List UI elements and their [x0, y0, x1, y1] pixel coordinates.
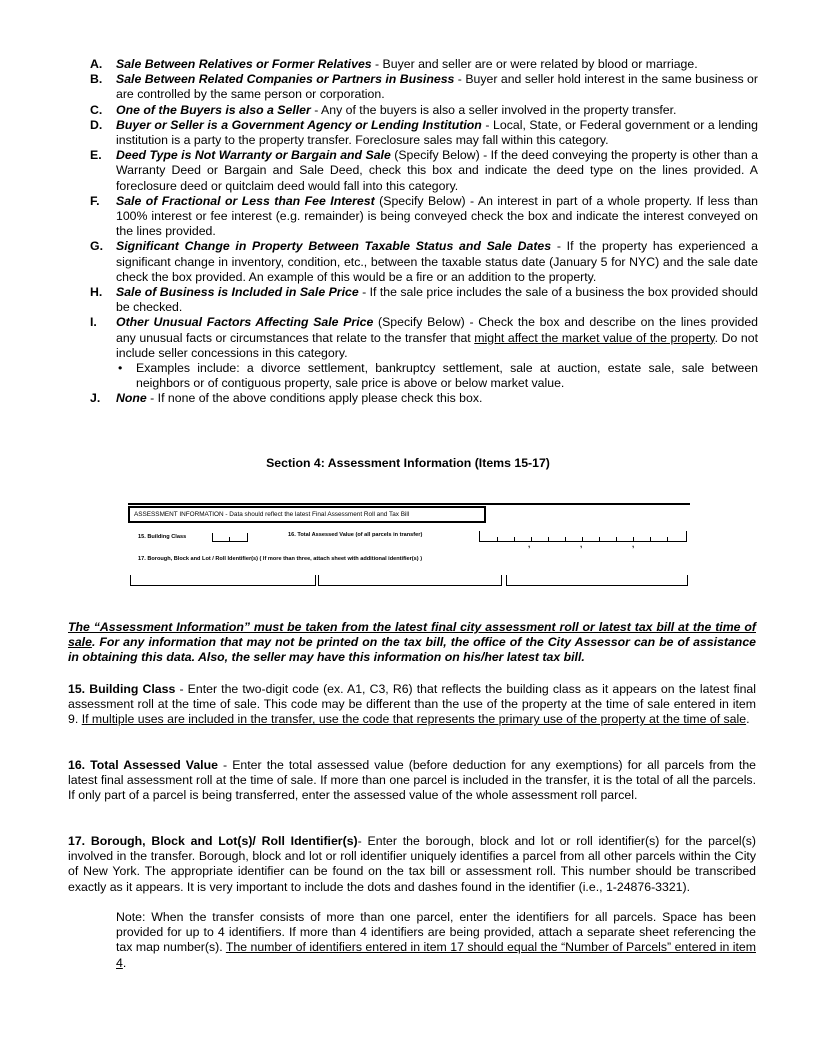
comma-separator-icon: ,: [632, 540, 635, 549]
field-tick: [531, 537, 532, 541]
field-tick: [650, 537, 651, 541]
field-tick: [565, 537, 566, 541]
condition-f: F. Sale of Fractional or Less than Fee Interest (Specify Below) - An interest in part of a whole property. If less than 100% interest or fee interest (e.g. remainder) is being conveyed check the box and indicate the interest conveyed on the lines provided.: [90, 193, 758, 239]
total-assessed-value-field[interactable]: [479, 531, 687, 549]
condition-h: H. Sale of Business is Included in Sale Price - If the sale price includes the sale of a business the box provided should be checked.: [90, 285, 758, 315]
condition-a: A. Sale Between Relatives or Former Relatives - Buyer and seller are or were related by blood or marriage.: [90, 57, 698, 71]
comma-separator-icon: ,: [580, 540, 583, 549]
condition-j: J. None - If none of the above conditions apply please check this box.: [90, 391, 483, 406]
condition-c: C. One of the Buyers is also a Seller - Any of the buyers is also a seller involved in the property transfer.: [90, 102, 677, 117]
section-title: Section 4: Assessment Information (Items 15-17): [266, 456, 550, 470]
bbl-field-2[interactable]: [318, 575, 502, 586]
item-16-total-assessed-value: 16. Total Assessed Value - Enter the total assessed value (before deduction for any exemptions) for all parcels from the latest final assessment roll at the time of sale. If more than one parcel is included in the transfer, it is the total of all the parcels. If only part of a parcel is being transferred, enter the assessed value of the whole assessment roll parcel.: [68, 758, 757, 803]
form-top-rule: [128, 503, 690, 505]
field-tick: [616, 537, 617, 541]
item-15-building-class: 15. Building Class - Enter the two-digit code (ex. A1, C3, R6) that reflects the building class as it appears on the latest final assessment roll at the time of sale. This code may be different than the use of the property at the time of sale entered in item 9. If multiple uses are included in the transfer, use the code that represents the primary use of the property at the time of sale.: [68, 682, 757, 727]
field-tick: [497, 537, 498, 541]
conditions-list: [90, 57, 758, 407]
building-class-label: 15. Building Class: [138, 534, 187, 540]
condition-g: G. Significant Change in Property Between Taxable Status and Sale Dates - If the property has experienced a significant change in inventory, condition, etc., between the taxable status date (January 5 for NYC) and the sale date check the box provided. An example of this would be a fire or an addition to the property.: [90, 239, 758, 284]
bbl-field-1[interactable]: [130, 575, 316, 586]
building-class-field[interactable]: [212, 533, 248, 542]
comma-separator-icon: ,: [528, 540, 531, 549]
field-tick: [548, 537, 549, 541]
bbl-field-3[interactable]: [506, 575, 688, 586]
condition-i: I. Other Unusual Factors Affecting Sale Price (Specify Below) - Check the box and describe on the lines provided any unusual facts or circumstances that relate to the transfer that might affect the market value of the property. Do not include seller concessions in this category.: [90, 315, 758, 360]
item-17-note: Note: When the transfer consists of more than one parcel, enter the identifiers for all parcels. Space has been provided for up to 4 identifiers. If more than 4 identifiers are being provided, attach a separate sheet referencing the tax map number(s). The number of identifiers entered in item 17 should equal the “Number of Parcels” entered in item 4.: [116, 910, 756, 970]
assessment-intro: The “Assessment Information” must be taken from the latest final city assessment roll or latest tax bill at the time of sale. For any information that may not be printed on the tax bill, the office of the City Assessor can be of assistance in obtaining this data. Also, the seller may have this information on his/her latest tax bill.: [68, 620, 756, 665]
field-tick: [599, 537, 600, 541]
field-tick: [667, 537, 668, 541]
item-17-borough-block-lot: 17. Borough, Block and Lot(s)/ Roll Identifier(s)- Enter the borough, block and lot or roll identifier(s) for the parcel(s) involved in the transfer. Borough, block and lot or roll identifier uniquely identifies a parcel from all other parcels within the City of New York. The appropriate identifier can be found on the tax bill or assessment roll. This number should be transcribed exactly as it appears. It is very important to include the dots and dashes found in the identifier (i.e., 1-24876-3321).: [68, 834, 757, 894]
condition-e: E. Deed Type is Not Warranty or Bargain and Sale (Specify Below) - If the deed conveying the property is other than a Warranty Deed or Bargain and Sale Deed, check this box and indicate the deed type on the lines provided. A foreclosure deed or quitclaim deed would fall into this category.: [90, 148, 758, 193]
field-tick: [514, 537, 515, 541]
condition-d: D. Buyer or Seller is a Government Agency or Lending Institution - Local, State, or Federal government or a lending institution is a party to the property transfer. Foreclosure sales may fall within this category.: [90, 117, 758, 148]
form-header: ASSESSMENT INFORMATION - Data should reflect the latest Final Assessment Roll and Tax Bill: [128, 506, 486, 523]
bullet-icon: •: [118, 361, 123, 376]
condition-i-examples: • Examples include: a divorce settlement, bankruptcy settlement, sale at auction, estate sale, sale between neighbors or of contiguous property, sale price is above or below market value.: [118, 361, 758, 391]
total-assessed-value-label: 16. Total Assessed Value (of all parcels in transfer): [288, 532, 423, 538]
assessment-form-sample: [128, 503, 690, 591]
condition-b: B. Sale Between Related Companies or Partners in Business - Buyer and seller hold interest in the same business or are controlled by the same person or corporation.: [90, 72, 758, 102]
bbl-label: 17. Borough, Block and Lot / Roll Identifier(s) ( If more than three, attach sheet with additional identifier(s) ): [138, 556, 423, 562]
field-tick: [229, 537, 230, 541]
